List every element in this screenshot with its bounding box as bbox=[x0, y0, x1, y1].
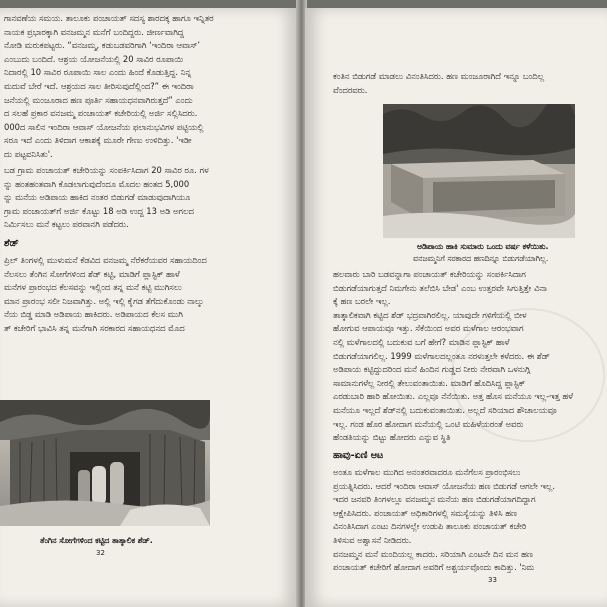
text-line: ಹೋಗುವ ಆಪಾಯವೂ ಇತ್ತು. ಸೆಕೆಯಿಂದ ಅವರ ಮಳೆಗಾಲ ಆರಂಭವಾಗ bbox=[333, 323, 524, 334]
text-line: ನಿರ್ಮಿಸಲು ಮನೆ ಕಟ್ಟಲು ಪರವಾನಗಿ ಪಡೆದರು. bbox=[4, 219, 129, 230]
text-line: ವೆಂದರವರು. bbox=[333, 84, 368, 95]
text-line: ಸರೂ ಇದೆ ಎಂದು ತಿಳಿದಾಗ ಆಕಾಶಕ್ಕೆ ಮೂರೇ ಗೇಣು ಉಳಿದಿತ್ತು. 'ಇಡೀ bbox=[4, 135, 192, 146]
text-line: 000ದ ಸಾಲಿನ ಇಂದಿರಾ ಆವಾಸ್ ಯೋಜನೆಯ ಫಲಾನುಭವಿಗಳ ಪಟ್ಟಿಯಲ್ಲಿ bbox=[4, 121, 204, 132]
right-bottom-paragraph bbox=[333, 466, 605, 575]
right-page bbox=[305, 8, 607, 607]
text-line: ಗಾನವಣೆಯ ಸಮಯ. ತಾಲೂಕು ಪಂಚಾಯತ್ ಸದಸ್ಯ ಶಾರದಕ್ಕ ಹಾಗೂ ಇನ್ನಿತರ bbox=[4, 13, 214, 23]
text-line: ದು ಪಟ್ಟವನಿಸಿತು'. bbox=[4, 148, 53, 159]
text-line: ಪಂಚಾಯತ್ ಕಚೇರಿಗೆ ಹೋದಾಗ ಅವರಿಗೆ ಅಶ್ಚರ್ಯವೊಂದು ಕಾದಿತ್ತು. 'ನಿಮ bbox=[333, 562, 535, 573]
text-line: ಅಂತೂ ಮಳೆಗಾಲ ಮುಗಿದ ಅನಂತರವಾದರೂ ಮನೆಗೆಲಸ ಪ್ರಾರಂಭಿಸಲು bbox=[333, 467, 521, 477]
right-top-paragraph bbox=[333, 70, 605, 97]
right-mid-paragraph bbox=[333, 268, 605, 445]
text-line: ಇಲ್ಲ. ಗಂಡ ಹೊರ ಹೋದಾಗ ಮನೆಯಲ್ಲಿ ಒಂಟಿ ಮಹಿಳೆಯರಂತೆ ಅವರು bbox=[333, 418, 524, 429]
text-line: ಪ್ರಿಲ್ ತಿಂಗಳಲ್ಲಿ ಮುಳುಮನೆ ಕೆಡವಿದ ವನಜಮ್ಮ ನೆರೆಕರೆಯವರ ಸಹಾಯದಿಂದ bbox=[4, 255, 207, 265]
text-line: ಬಿಡುಗಡೆಯಾಗಲಿಲ್ಲ. 1999 ಮಳೆಗಾಲದಲ್ಲಂತೂ ನರಳುತ್ತಲೇ ಕಳೆದರು. ಈ ಶೆಡ್ bbox=[333, 350, 550, 361]
text-line: ಹಲವಾರು ಬಾರಿ ಬಡವನ್ನಾಗಾ ಪಂಚಾಯತ್ ಕಚೇರಿಯನ್ನು ಸಂಪರ್ಕಿಸಿದಾಗ bbox=[333, 269, 526, 279]
page-number: 33 bbox=[488, 576, 497, 584]
text-line: ಬಡ ಗ್ರಾಮ ಪಂಚಾಯತ್ ಕಚೇರಿಯನ್ನು ಸಂಪರ್ಕಿಸಿದಾಗ 20 ಸಾವಿರ ರೂ. ಗಳ bbox=[4, 165, 209, 175]
page-number: 32 bbox=[96, 549, 105, 557]
left-mid-paragraph bbox=[4, 164, 286, 232]
text-line: ನಾಯಕ ಪ್ರಭಾರಕ್ಕಾಗಿ ವನಜಮ್ಮನ ಮನೆಗೆ ಬಂದಿದ್ದರು. ಜೀರ್ಣವಾಗಿದ್ದ bbox=[4, 26, 184, 37]
left-shed-paragraph bbox=[4, 254, 286, 336]
text-line: ದ ಸಲಹೆ ಪ್ರಕಾರ ವನಜಮ್ಮ ಪಂಚಾಯತ್ ಕಚೇರಿಯಲ್ಲಿ ಅರ್ಜಿ ಸಲ್ಲಿಸಿದರು. bbox=[4, 108, 198, 119]
photo-caption: ತೆಂಗಿನ ಸೋಗೆಗಳಿಂದ ಕಟ್ಟಿದ ತಾತ್ಕಾಲಿಕ ಶೆಡ್. bbox=[40, 536, 153, 545]
text-line: ಮಾನ ಪ್ರಾರಂಭ ಸಲೀ ನಿಜವಾಗಿತ್ತು. ಅಲ್ಲಿ ಇಲ್ಲಿ ಕೈಗಡ ತೆಗೆದುಕೊಂಡು ನಾಲ್ಕು bbox=[4, 295, 204, 306]
photo-caption-secondary: ವನಜಮ್ಮನಿಗೆ ಸರಕಾರದ ಹಣದಿನ್ನೂ ಬಿಡುಗಡೆಯಾಗಿಲ್ಲ. bbox=[413, 254, 549, 263]
text-line: ನೆಲಸಲು ತೆಂಗಿನ ಸೋಗೆಗಳಿಂದ ಶೆಡ್ ಕಟ್ಟಿ, ಮಾಡಿಗೆ ಪ್ಲಾಸ್ಟಿಕ್ ಹಾಳೆ bbox=[4, 268, 180, 279]
text-line: ಆಕ್ಷೇಪಿಸಿದರು. ಪಂಚಾಯತ್ ಅಧಿಕಾರಿಗಳಲ್ಲಿ ಸಮಸ್ಯೆಯನ್ನು ತಿಳಿಸಿ ಹಣ bbox=[333, 507, 517, 518]
text-line: ತಿಳಿಸುವ ಅಶ್ವಾಸನೆ ನೀಡಿದರು. bbox=[333, 534, 412, 545]
text-line: ಹೆಂಡತಿಯನ್ನು ಬಿಟ್ಟು ಹೋದರು ಎನ್ನುವ ಸ್ಥಿತಿ bbox=[333, 432, 451, 443]
text-line: ತ್ ಕಚೇರಿಗೆ ಭಾವಿಸಿ ತನ್ನ ಮನೆಗಾಗಿ ಸರಕಾರದ ಸಹಾಯಧನದ ಮೊದ bbox=[4, 322, 185, 333]
left-top-paragraph bbox=[4, 12, 286, 162]
text-line: ಬಿಡುಗಡೆಯಾಗುತ್ತದೆ ನಿಮಗೇನು ತಲೆಬಿಸಿ ಬೇಡ' ಎಂಬ ಉತ್ತರವೇ ಸಿಗುತ್ತಿತ್ತೇ ವಿನಾ bbox=[333, 282, 547, 293]
foundation-photo bbox=[383, 104, 575, 238]
text-line: ಮನೆಯೂ ಇಲ್ಲದೆ ಶೆಡ್‌ನಲ್ಲಿ ಬದುಕುವಂತಾಯಿತು. ಅಲ್ಲದೆ ಸರಿಯಾದ ಶೌಚಾಲಯವೂ bbox=[333, 404, 557, 415]
text-line: ಕಂತಿನ ಬಿಡುಗಡೆ ಮಾಡಲು ವಿನಂತಿಸಿದರು. ಹಣ ಮಂಜೂರಾಗಿದೆ ಇನ್ನೂ ಬಂದಿಲ್ಲ bbox=[333, 71, 545, 81]
shed-photo bbox=[0, 400, 210, 526]
text-line: ಇದರ ಜನವರಿ ತಿಂಗಳಲ್ಲೂ ವನಜಮ್ಮನ ಮನೆಯ ಹಣ ಬಿಡುಗಡೆಯಾಗದಿದ್ದಾಗ bbox=[333, 494, 536, 505]
section-heading: ಶೆಡ್ bbox=[4, 238, 19, 249]
text-line: ನ್ನು ಹಂತಹಂತವಾಗಿ ಕೊಡಲಾಗುವುದೆಂದೂ ಮೊದಲ ಹಂತದ 5,000 bbox=[4, 178, 190, 189]
text-line: ನ್ನು ಮನೆಯ ಅಡಿಪಾಯ ಹಾಕಿದ ನಂತರ ಬಿಡುಗಡೆ ಮಾಡುವುದಾಗಿಯೂ bbox=[4, 192, 191, 203]
left-page bbox=[0, 8, 298, 607]
text-line: ಗ್ರಾಮ ಪಂಚಾಯತ್‌ಗೆ ಅರ್ಜಿ ಕೊಟ್ಟು 18 ಅಡಿ ಉದ್ದ 13 ಅಡಿ ಅಗಲದ bbox=[4, 205, 194, 216]
text-line: ಜನೆಯಲ್ಲಿ ಮಂಜೂರಾದ ಹಣ ಪೂರ್ತಿ ಸಹಾಯಧನವಾಗಿರುತ್ತದೆ” ಎಂದು bbox=[4, 94, 193, 105]
text-line: ನಿದಾರಲ್ಲಿ 10 ಸಾವಿರ ರೂಪಾಯಿ ಸಾಲ ಎಂದು ಹಿಂದೆ ಕೊಡುತ್ತಿದ್ದ. ನಿನ್ನ bbox=[4, 67, 192, 78]
section-heading: ಹಾವು-ಏಣಿ ಆಟ bbox=[333, 450, 384, 461]
text-line: ಸಾಮಾನುಗಳೆಲ್ಲ ನೀರಲ್ಲಿ ತೇಲುವಂತಾಯಿತು. ಮಾಡಿಗೆ ಹೊದಿಸಿದ್ದ ಪ್ಲಾಸ್ಟಿಕ್ bbox=[333, 377, 526, 388]
text-line: ನೋಡಿ ಮರುಕಪಟ್ಟರು. “ವನಜಮ್ಮ, ಕಡುಬಡವರಿಗಾಗಿ ‘ಇಂದಿರಾ ಆವಾಸ್’ bbox=[4, 40, 201, 51]
text-line: ಪ್ರಯತ್ನಿಸಿದರು. ಆದರೆ ಇಂದಿರಾ ಆವಾಸ್ ಯೋಜನೆಯ ಹಣ ಬಿಡುಗಡೆ ಆಗಲೇ ಇಲ್ಲ. bbox=[333, 480, 555, 491]
text-line: ಎರಡುಬಾರಿ ಹಾರಿ ಹೋಯಿತು. ಎಲ್ಲವೂ ನೆನೆಯಿತು. ಅತ್ತ ಹೊಸ ಮನೆಯೂ ಇಲ್ಲ-ಇತ್ತ ಹಳೆ bbox=[333, 391, 574, 402]
photo-caption: ಅಡಿಪಾಯ ಹಾಕಿ ಸುಮಾರು ಒಂದು ವರ್ಷ ಕಳೆಯಿತು. bbox=[417, 242, 549, 251]
text-line: ಮದುವೆ ಬೇರೆ ಇದೆ. ಆಶ್ರಯದ ಸಾಲ ತೀರಿಸುವುದೆಲ್ಲಿಂದ?” ಈ ಇಂದಿರಾ bbox=[4, 80, 194, 91]
text-line: ಕ್ಕೆ ಹಣ ಬರಲೇ ಇಲ್ಲ. bbox=[333, 296, 391, 307]
text-line: ನೆಯ ಬಿಡ್ಡ ಮಾಡಿ ಅಡಿಪಾಯ ಹಾಕಿದರು. ಅಡಿಪಾಯದ ಕೆಲಸ ಮುಗಿ bbox=[4, 309, 183, 320]
text-line: ತಾತ್ಕಾಲಿಕವಾಗಿ ಕಟ್ಟಿದ ಶೆಡ್ ಭದ್ರವಾಗಿರಲಿಲ್ಲ. ಯಾವುದೇ ಗಳಿಗೆಯಲ್ಲಿ ಬೀಳ bbox=[333, 309, 527, 320]
text-line: ಅಡಿಪಾಯ ಕಟ್ಟಿದ್ದುದರಿಂದ ಮನೆ ಹಿಂದಿನ ಗುಡ್ಡದ ನೀರು ನೇರವಾಗಿ ಒಳನುಗ್ಗಿ bbox=[333, 364, 531, 375]
text-line: ಎಂಬುದು ಬಂದಿದೆ. ಆಶ್ರಯ ಯೋಜನೆಯಲ್ಲಿ 20 ಸಾವಿರ ರೂಪಾಯಿ bbox=[4, 53, 184, 64]
text-line: ವಿನಂತಿಸಿದಾಗ ಎಂಟು ದಿನಗಳಲ್ಲೇ ಉಡುಪಿ ತಾಲೂಕು ಪಂಚಾಯತ್ ಕಚೇರಿ bbox=[333, 521, 527, 532]
text-line: ನಲ್ಲಿ ಮಳೆಗಾಲದಲ್ಲಿ ಬದುಕುವ ಬಗೆ ಹೇಗೆ? ಮಾಡಿನ ಪ್ಲಾಸ್ಟಿಕ್ ಹಾಳೆ bbox=[333, 336, 510, 347]
text-line: ವನಜಮ್ಮನ ಮನೆ ಮಂದಿಯಲ್ಲ ಕಾದರು. ಸರಿಯಾಗಿ ಎಂಟನೇ ದಿನ ಮನ ಹಣ bbox=[333, 548, 533, 559]
text-line: ಮನೆಗಳ ಪ್ರಾರಂಭದ ಕೆಲಸವನ್ನು ಇಲ್ಲಿಂದ ತನ್ನ ಮನೆ ಕಟ್ಟಿ ಮುಗಿಸಲು bbox=[4, 282, 182, 293]
